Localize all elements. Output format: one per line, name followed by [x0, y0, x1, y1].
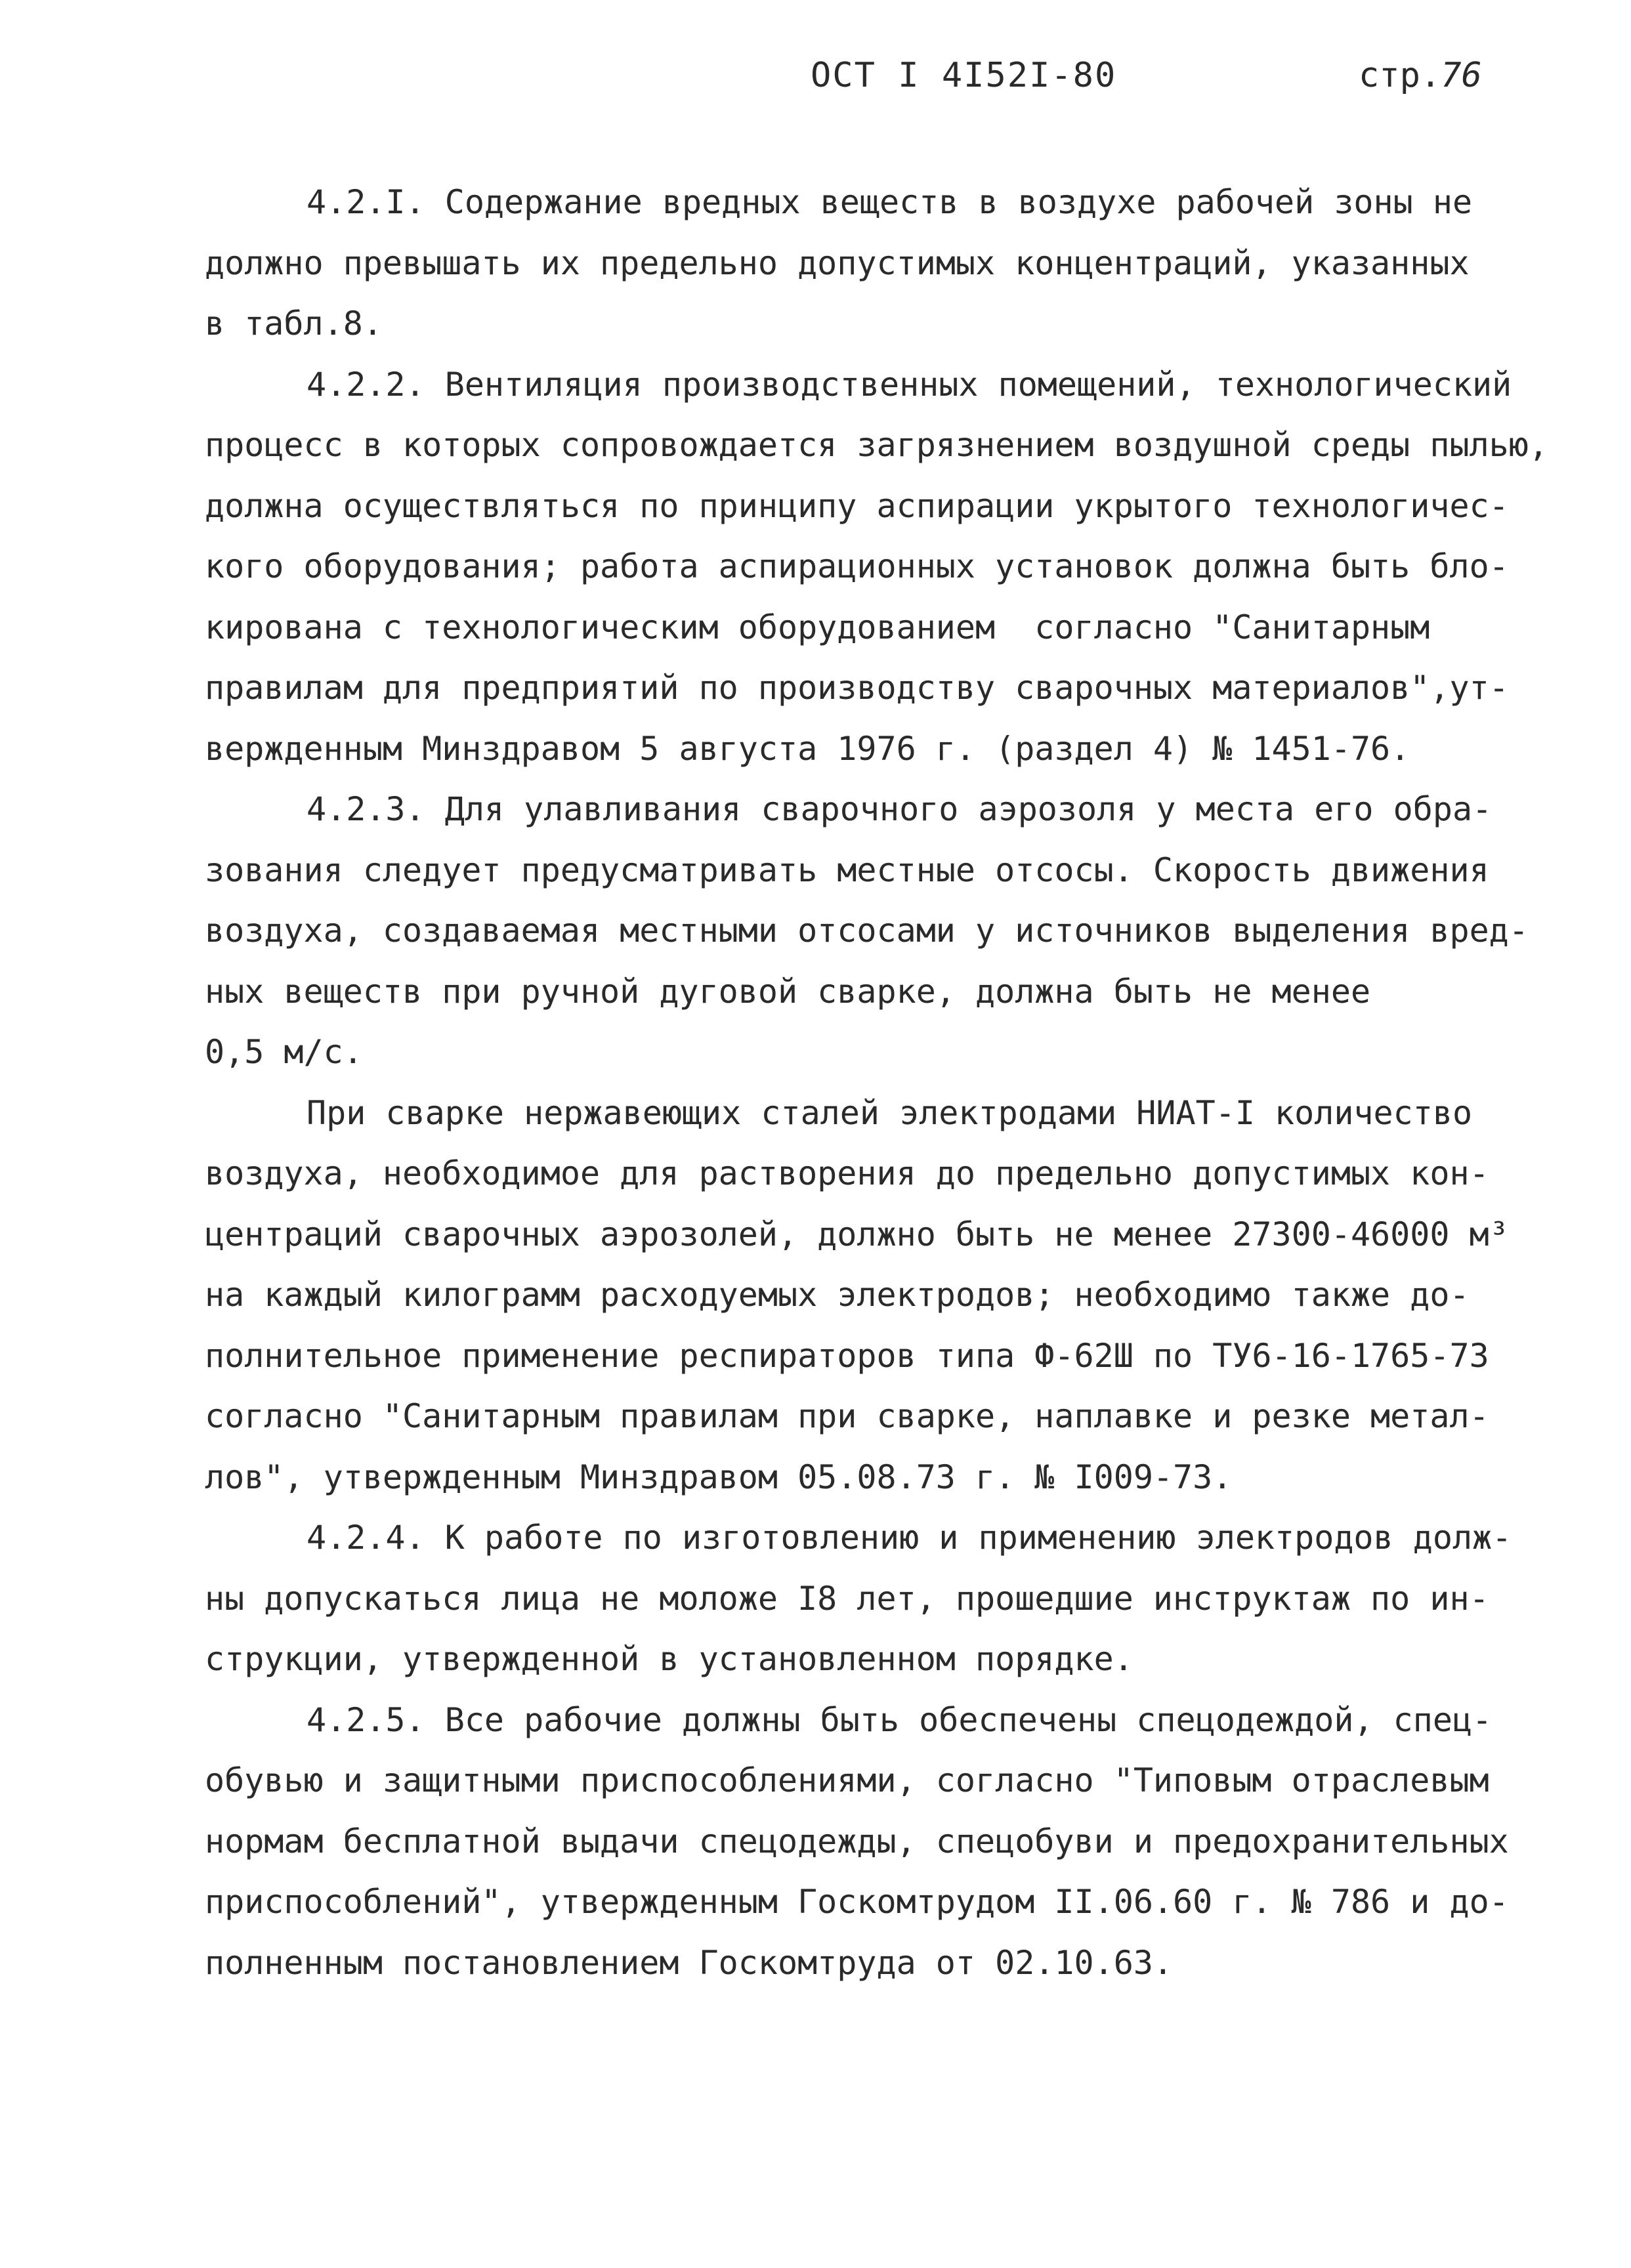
text-line: 4.2.I. Содержание вредных веществ в воздухе рабочей зоны не — [307, 183, 1473, 221]
text-line: на каждый килограмм расходуемых электродов; необходимо также до- — [205, 1276, 1470, 1314]
text-line: согласно "Санитарным правилам при сварке, наплавке и резке метал- — [205, 1397, 1489, 1435]
text-line: приспособлений", утвержденным Госкомтрудом II.06.60 г. № 786 и до- — [205, 1883, 1509, 1921]
text-line: лов", утвержденным Минздравом 05.08.73 г. № I009-73. — [205, 1458, 1233, 1496]
text-line: полненным постановлением Госкомтруда от 02.10.63. — [205, 1943, 1174, 1982]
text-line: воздуха, создаваемая местными отсосами у источников выделения вред- — [205, 912, 1529, 950]
text-line: 0,5 м/с. — [205, 1033, 363, 1071]
page-label: стр. — [1359, 56, 1441, 95]
text-line: центраций сварочных аэрозолей, должно быть не менее 27300-46000 м³ — [205, 1215, 1509, 1253]
text-line: 4.2.3. Для улавливания сварочного аэрозоля у места его обра- — [307, 790, 1493, 828]
text-line: ных веществ при ручной дуговой сварке, должна быть не менее — [205, 972, 1371, 1011]
text-line: нормам бесплатной выдачи спецодежды, спецобуви и предохранительных — [205, 1822, 1509, 1860]
text-line: правилам для предприятий по производству сварочных материалов",ут- — [205, 669, 1509, 707]
page-number: 76 — [1441, 56, 1482, 95]
text-line: в табл.8. — [205, 304, 383, 343]
text-line: кирована с технологическим оборудованием согласно "Санитарным — [205, 608, 1430, 646]
document-body — [205, 172, 1570, 1993]
text-line: должна осуществляться по принципу аспирации укрытого технологичес- — [205, 486, 1509, 525]
text-line: 4.2.2. Вентиляция производственных помещений, технологический — [307, 365, 1512, 404]
text-line: полнительное применение респираторов типа Ф-62Ш по ТУ6-16-1765-73 — [205, 1336, 1489, 1375]
text-line: процесс в которых сопровождается загрязнением воздушной среды пылью, — [205, 426, 1548, 464]
text-line: кого оборудования; работа аспирационных установок должна быть бло- — [205, 547, 1509, 585]
text-line: При сварке нержавеющих сталей электродами НИАТ-I количество — [307, 1093, 1473, 1132]
document-code: ОСТ I 4I52I-80 — [811, 56, 1117, 95]
text-line: воздуха, необходимое для растворения до предельно допустимых кон- — [205, 1154, 1489, 1192]
text-line: зования следует предусматривать местные отсосы. Скорость движения — [205, 850, 1489, 889]
text-line: 4.2.5. Все рабочие должны быть обеспечены спецодеждой, спец- — [307, 1700, 1493, 1739]
text-line: 4.2.4. К работе по изготовлению и применению электродов долж- — [307, 1519, 1512, 1557]
text-line: обувью и защитными приспособлениями, согласно "Типовым отраслевым — [205, 1761, 1489, 1799]
text-line: должно превышать их предельно допустимых концентраций, указанных — [205, 243, 1470, 282]
page-number-label — [1359, 56, 1482, 95]
text-line: струкции, утвержденной в установленном порядке. — [205, 1640, 1133, 1678]
text-line: ны допускаться лица не моложе I8 лет, прошедшие инструктаж по ин- — [205, 1579, 1489, 1618]
text-line: вержденным Минздравом 5 августа 1976 г. (раздел 4) № 1451-76. — [205, 729, 1410, 768]
